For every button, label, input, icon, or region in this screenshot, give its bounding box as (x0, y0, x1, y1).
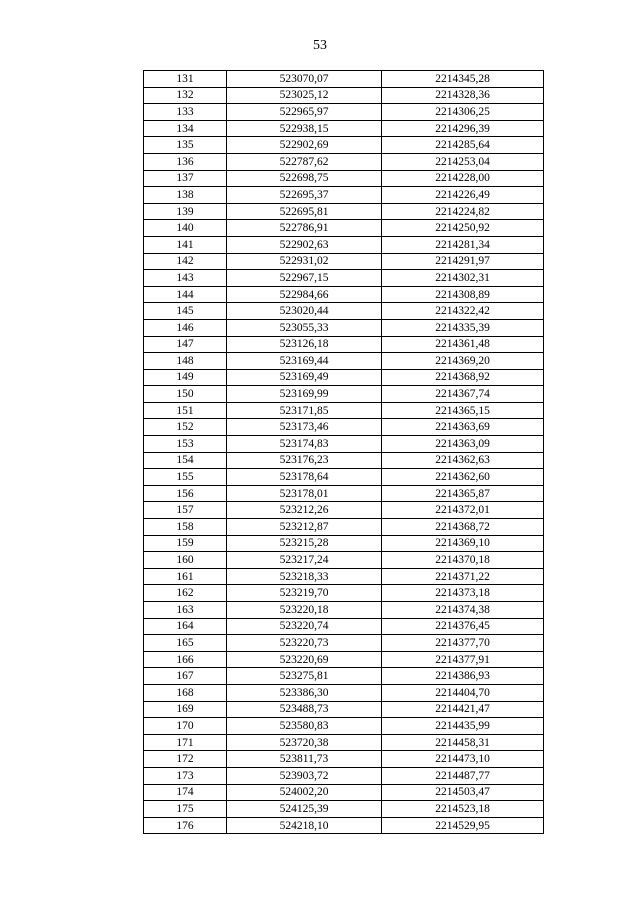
point-number-cell: 135 (144, 137, 227, 154)
y-coordinate-cell: 2214291,97 (382, 253, 544, 270)
point-number-cell: 157 (144, 502, 227, 519)
point-number-cell: 145 (144, 303, 227, 320)
y-coordinate-cell: 2214226,49 (382, 187, 544, 204)
y-coordinate-cell: 2214377,91 (382, 651, 544, 668)
table-row (144, 353, 544, 370)
x-coordinate-cell: 522695,37 (227, 187, 382, 204)
x-coordinate-cell: 524218,10 (227, 817, 382, 834)
table-row (144, 618, 544, 635)
y-coordinate-cell: 2214362,63 (382, 452, 544, 469)
x-coordinate-cell: 522902,63 (227, 236, 382, 253)
x-coordinate-cell: 523169,44 (227, 353, 382, 370)
table-row (144, 684, 544, 701)
point-number-cell: 164 (144, 618, 227, 635)
table-row (144, 519, 544, 536)
table-row (144, 734, 544, 751)
y-coordinate-cell: 2214458,31 (382, 734, 544, 751)
table-row (144, 552, 544, 569)
x-coordinate-cell: 522984,66 (227, 286, 382, 303)
point-number-cell: 144 (144, 286, 227, 303)
table-row (144, 402, 544, 419)
point-number-cell: 173 (144, 767, 227, 784)
y-coordinate-cell: 2214296,39 (382, 120, 544, 137)
point-number-cell: 169 (144, 701, 227, 718)
x-coordinate-cell: 522695,81 (227, 203, 382, 220)
table-row (144, 187, 544, 204)
table-row (144, 602, 544, 619)
table-row (144, 87, 544, 104)
x-coordinate-cell: 523220,74 (227, 618, 382, 635)
y-coordinate-cell: 2214369,20 (382, 353, 544, 370)
y-coordinate-cell: 2214377,70 (382, 635, 544, 652)
point-number-cell: 161 (144, 568, 227, 585)
x-coordinate-cell: 523275,81 (227, 668, 382, 685)
point-number-cell: 154 (144, 452, 227, 469)
table-row (144, 236, 544, 253)
x-coordinate-cell: 523218,33 (227, 568, 382, 585)
point-number-cell: 158 (144, 519, 227, 536)
y-coordinate-cell: 2214306,25 (382, 104, 544, 121)
y-coordinate-cell: 2214435,99 (382, 718, 544, 735)
y-coordinate-cell: 2214367,74 (382, 386, 544, 403)
x-coordinate-cell: 524002,20 (227, 784, 382, 801)
y-coordinate-cell: 2214503,47 (382, 784, 544, 801)
x-coordinate-cell: 523126,18 (227, 336, 382, 353)
point-number-cell: 165 (144, 635, 227, 652)
table-row (144, 668, 544, 685)
y-coordinate-cell: 2214365,87 (382, 485, 544, 502)
x-coordinate-cell: 523070,07 (227, 71, 382, 88)
x-coordinate-cell: 523215,28 (227, 535, 382, 552)
table-row (144, 286, 544, 303)
table-row (144, 120, 544, 137)
table-row (144, 751, 544, 768)
x-coordinate-cell: 524125,39 (227, 801, 382, 818)
x-coordinate-cell: 523055,33 (227, 319, 382, 336)
point-number-cell: 134 (144, 120, 227, 137)
table-row (144, 535, 544, 552)
y-coordinate-cell: 2214322,42 (382, 303, 544, 320)
x-coordinate-cell: 523178,64 (227, 469, 382, 486)
table-row (144, 651, 544, 668)
table-row (144, 369, 544, 386)
x-coordinate-cell: 523171,85 (227, 402, 382, 419)
point-number-cell: 168 (144, 684, 227, 701)
table-row (144, 635, 544, 652)
y-coordinate-cell: 2214345,28 (382, 71, 544, 88)
table-row (144, 386, 544, 403)
y-coordinate-cell: 2214328,36 (382, 87, 544, 104)
y-coordinate-cell: 2214487,77 (382, 767, 544, 784)
table-row (144, 767, 544, 784)
y-coordinate-cell: 2214368,92 (382, 369, 544, 386)
point-number-cell: 171 (144, 734, 227, 751)
coordinates-table-body (144, 71, 544, 834)
x-coordinate-cell: 523219,70 (227, 585, 382, 602)
x-coordinate-cell: 522938,15 (227, 120, 382, 137)
table-row (144, 319, 544, 336)
y-coordinate-cell: 2214308,89 (382, 286, 544, 303)
x-coordinate-cell: 522902,69 (227, 137, 382, 154)
table-row (144, 701, 544, 718)
table-row (144, 568, 544, 585)
point-number-cell: 167 (144, 668, 227, 685)
table-row (144, 170, 544, 187)
point-number-cell: 147 (144, 336, 227, 353)
y-coordinate-cell: 2214363,09 (382, 436, 544, 453)
x-coordinate-cell: 523220,73 (227, 635, 382, 652)
point-number-cell: 137 (144, 170, 227, 187)
table-row (144, 71, 544, 88)
table-row (144, 469, 544, 486)
y-coordinate-cell: 2214253,04 (382, 153, 544, 170)
y-coordinate-cell: 2214365,15 (382, 402, 544, 419)
x-coordinate-cell: 522698,75 (227, 170, 382, 187)
x-coordinate-cell: 523217,24 (227, 552, 382, 569)
point-number-cell: 139 (144, 203, 227, 220)
point-number-cell: 166 (144, 651, 227, 668)
point-number-cell: 160 (144, 552, 227, 569)
table-row (144, 817, 544, 834)
point-number-cell: 140 (144, 220, 227, 237)
page-number: 53 (313, 38, 327, 53)
table-row (144, 153, 544, 170)
y-coordinate-cell: 2214302,31 (382, 270, 544, 287)
point-number-cell: 170 (144, 718, 227, 735)
x-coordinate-cell: 523174,83 (227, 436, 382, 453)
point-number-cell: 143 (144, 270, 227, 287)
y-coordinate-cell: 2214285,64 (382, 137, 544, 154)
y-coordinate-cell: 2214224,82 (382, 203, 544, 220)
y-coordinate-cell: 2214374,38 (382, 602, 544, 619)
table-row (144, 718, 544, 735)
y-coordinate-cell: 2214361,48 (382, 336, 544, 353)
y-coordinate-cell: 2214281,34 (382, 236, 544, 253)
point-number-cell: 149 (144, 369, 227, 386)
x-coordinate-cell: 523903,72 (227, 767, 382, 784)
y-coordinate-cell: 2214369,10 (382, 535, 544, 552)
y-coordinate-cell: 2214529,95 (382, 817, 544, 834)
x-coordinate-cell: 523720,38 (227, 734, 382, 751)
table-row (144, 104, 544, 121)
y-coordinate-cell: 2214371,22 (382, 568, 544, 585)
point-number-cell: 133 (144, 104, 227, 121)
x-coordinate-cell: 523386,30 (227, 684, 382, 701)
y-coordinate-cell: 2214250,92 (382, 220, 544, 237)
table-row (144, 452, 544, 469)
x-coordinate-cell: 523220,18 (227, 602, 382, 619)
table-row (144, 784, 544, 801)
y-coordinate-cell: 2214373,18 (382, 585, 544, 602)
table-row (144, 203, 544, 220)
point-number-cell: 138 (144, 187, 227, 204)
x-coordinate-cell: 522931,02 (227, 253, 382, 270)
coordinates-table (143, 70, 544, 834)
table-row (144, 270, 544, 287)
point-number-cell: 162 (144, 585, 227, 602)
point-number-cell: 159 (144, 535, 227, 552)
x-coordinate-cell: 522967,15 (227, 270, 382, 287)
x-coordinate-cell: 523169,49 (227, 369, 382, 386)
table-row (144, 253, 544, 270)
point-number-cell: 156 (144, 485, 227, 502)
x-coordinate-cell: 523212,87 (227, 519, 382, 536)
point-number-cell: 174 (144, 784, 227, 801)
x-coordinate-cell: 522786,91 (227, 220, 382, 237)
x-coordinate-cell: 523580,83 (227, 718, 382, 735)
x-coordinate-cell: 523173,46 (227, 419, 382, 436)
y-coordinate-cell: 2214368,72 (382, 519, 544, 536)
point-number-cell: 163 (144, 602, 227, 619)
point-number-cell: 153 (144, 436, 227, 453)
point-number-cell: 148 (144, 353, 227, 370)
y-coordinate-cell: 2214335,39 (382, 319, 544, 336)
table-row (144, 336, 544, 353)
point-number-cell: 155 (144, 469, 227, 486)
point-number-cell: 151 (144, 402, 227, 419)
y-coordinate-cell: 2214228,00 (382, 170, 544, 187)
point-number-cell: 150 (144, 386, 227, 403)
point-number-cell: 131 (144, 71, 227, 88)
x-coordinate-cell: 523020,44 (227, 303, 382, 320)
point-number-cell: 172 (144, 751, 227, 768)
y-coordinate-cell: 2214372,01 (382, 502, 544, 519)
point-number-cell: 136 (144, 153, 227, 170)
x-coordinate-cell: 523220,69 (227, 651, 382, 668)
table-row (144, 419, 544, 436)
point-number-cell: 176 (144, 817, 227, 834)
table-row (144, 436, 544, 453)
table-row (144, 585, 544, 602)
table-row (144, 801, 544, 818)
x-coordinate-cell: 523811,73 (227, 751, 382, 768)
table-row (144, 137, 544, 154)
point-number-cell: 152 (144, 419, 227, 436)
table-row (144, 220, 544, 237)
y-coordinate-cell: 2214376,45 (382, 618, 544, 635)
x-coordinate-cell: 523178,01 (227, 485, 382, 502)
y-coordinate-cell: 2214362,60 (382, 469, 544, 486)
y-coordinate-cell: 2214523,18 (382, 801, 544, 818)
y-coordinate-cell: 2214404,70 (382, 684, 544, 701)
point-number-cell: 132 (144, 87, 227, 104)
point-number-cell: 175 (144, 801, 227, 818)
y-coordinate-cell: 2214386,93 (382, 668, 544, 685)
y-coordinate-cell: 2214363,69 (382, 419, 544, 436)
x-coordinate-cell: 523212,26 (227, 502, 382, 519)
y-coordinate-cell: 2214421,47 (382, 701, 544, 718)
point-number-cell: 146 (144, 319, 227, 336)
y-coordinate-cell: 2214473,10 (382, 751, 544, 768)
x-coordinate-cell: 523169,99 (227, 386, 382, 403)
table-row (144, 303, 544, 320)
y-coordinate-cell: 2214370,18 (382, 552, 544, 569)
table-row (144, 485, 544, 502)
point-number-cell: 141 (144, 236, 227, 253)
x-coordinate-cell: 522965,97 (227, 104, 382, 121)
point-number-cell: 142 (144, 253, 227, 270)
x-coordinate-cell: 523025,12 (227, 87, 382, 104)
table-row (144, 502, 544, 519)
x-coordinate-cell: 523488,73 (227, 701, 382, 718)
x-coordinate-cell: 522787,62 (227, 153, 382, 170)
x-coordinate-cell: 523176,23 (227, 452, 382, 469)
